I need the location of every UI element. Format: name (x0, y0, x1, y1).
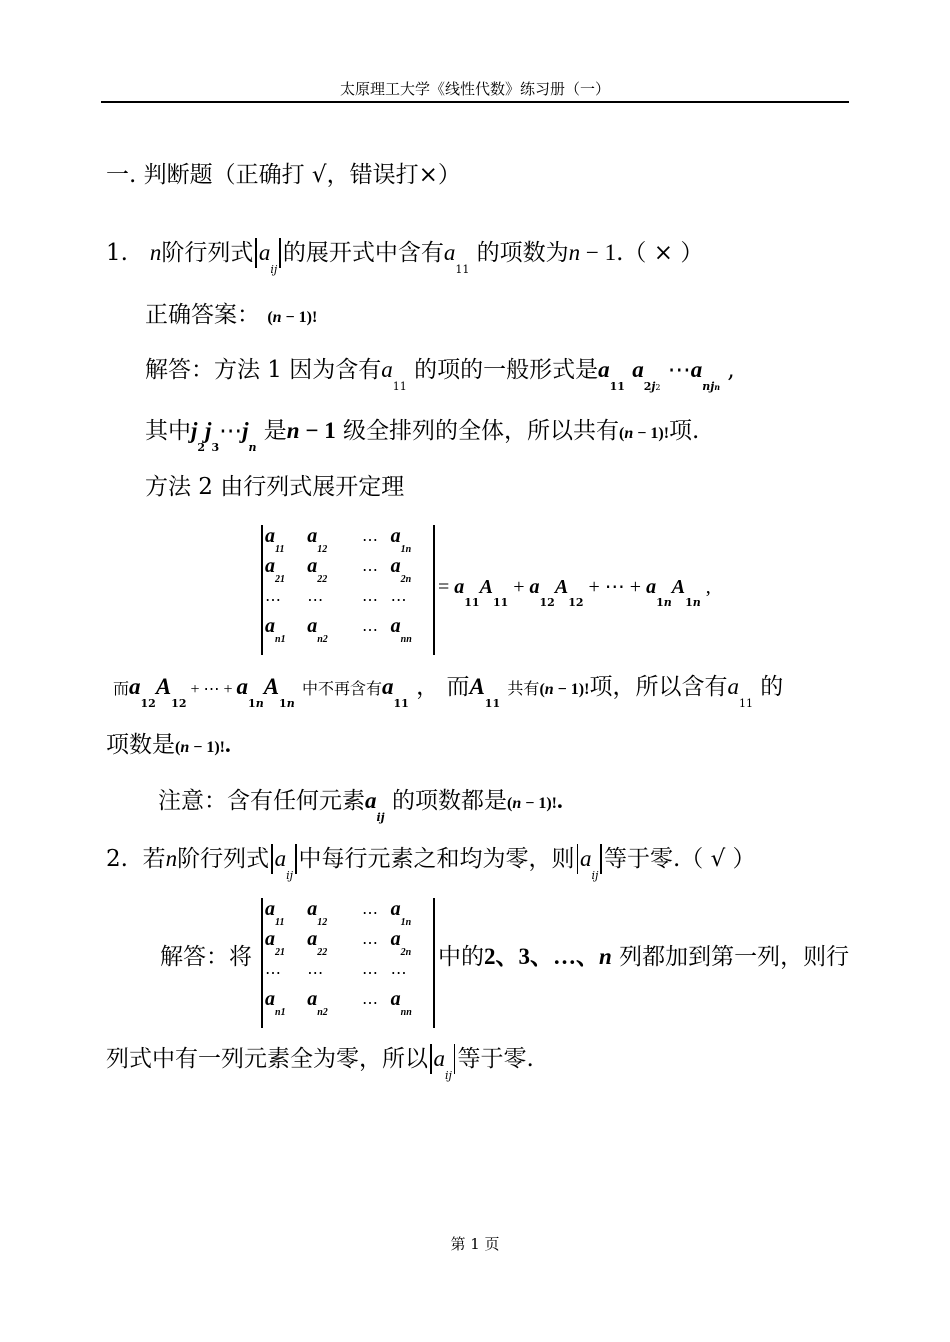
q1-method2: 方法 2 由行列式展开定理 (145, 474, 405, 500)
q2-statement: 2. 若n阶行列式 $a_{ij}$中每行元素之和均为零，则 $a_{ij}$等于零.（ √ ） (106, 846, 756, 882)
page-header: 太原理工大学《线性代数》练习册（一） (339, 80, 610, 98)
determinant-matrix-1: $a_{11}$ $a_{12}$ ⋯ $a_{1n}$ $a_{21}$ $a_{22}$ ⋯ $a_{2n}$ ⋯ ⋯ ⋯ ⋯ $a_{n1}$ $a_{n2}$ ⋯ $a_{nn}$ (261, 525, 435, 655)
q1-explanation: 而$a_{12}A_{12}$ + ⋯ + $a_{1n}A_{1n}$ 中不再含有$a_{11}$ ， 而$A_{11}$ 共有(n − 1)!项，所以含有$a_{11}$ 的 (113, 674, 784, 710)
q2-solution-label: 解答：将 (160, 944, 252, 970)
q1-note: 注意：含有任何元素$a_{ij}$ 的项数都是(n − 1)!. (158, 788, 563, 824)
q2-conclusion: 列式中有一列元素全为零，所以 $a_{ij}$等于零. (106, 1046, 534, 1082)
q1-statement: 1. n阶行列式 $a_{ij}$的展开式中含有$a_{11}$ 的项数为n − 1.（ × ） (106, 240, 704, 276)
q1-solution-method1: 解答：方法 1 因为含有$a_{11}$ 的项的一般形式是$a_{11}$ $a_{2j2}$ $\cdots a_{njn}$ , (145, 357, 735, 393)
q1-solution-line2: 其中$j_2j_3\cdots j_n$ 是n − 1 级全排列的全体，所以共有(n − 1)!项. (145, 418, 700, 454)
section-title: 一. 判断题（正确打 √，错误打×） (106, 162, 461, 188)
expansion-formula: = $a_{11}A_{11} + a_{12}A_{12}$ + ⋯ + $a_{1n}A_{1n}$ , (438, 576, 711, 609)
q1-explanation-end: 项数是(n − 1)!. (106, 732, 231, 758)
q1-correct-answer: 正确答案： (n − 1)! (145, 302, 318, 328)
page-footer: 第 1 页 (450, 1235, 500, 1253)
determinant-matrix-2: $a_{11}$ $a_{12}$ ⋯ $a_{1n}$ $a_{21}$ $a_{22}$ ⋯ $a_{2n}$ ⋯ ⋯ ⋯ ⋯ $a_{n1}$ $a_{n2}$ ⋯ $a_{nn}$ (261, 898, 435, 1028)
header-rule (101, 101, 849, 103)
q2-solution-text: 中的2、3、…、n 列都加到第一列，则行 (438, 944, 850, 970)
